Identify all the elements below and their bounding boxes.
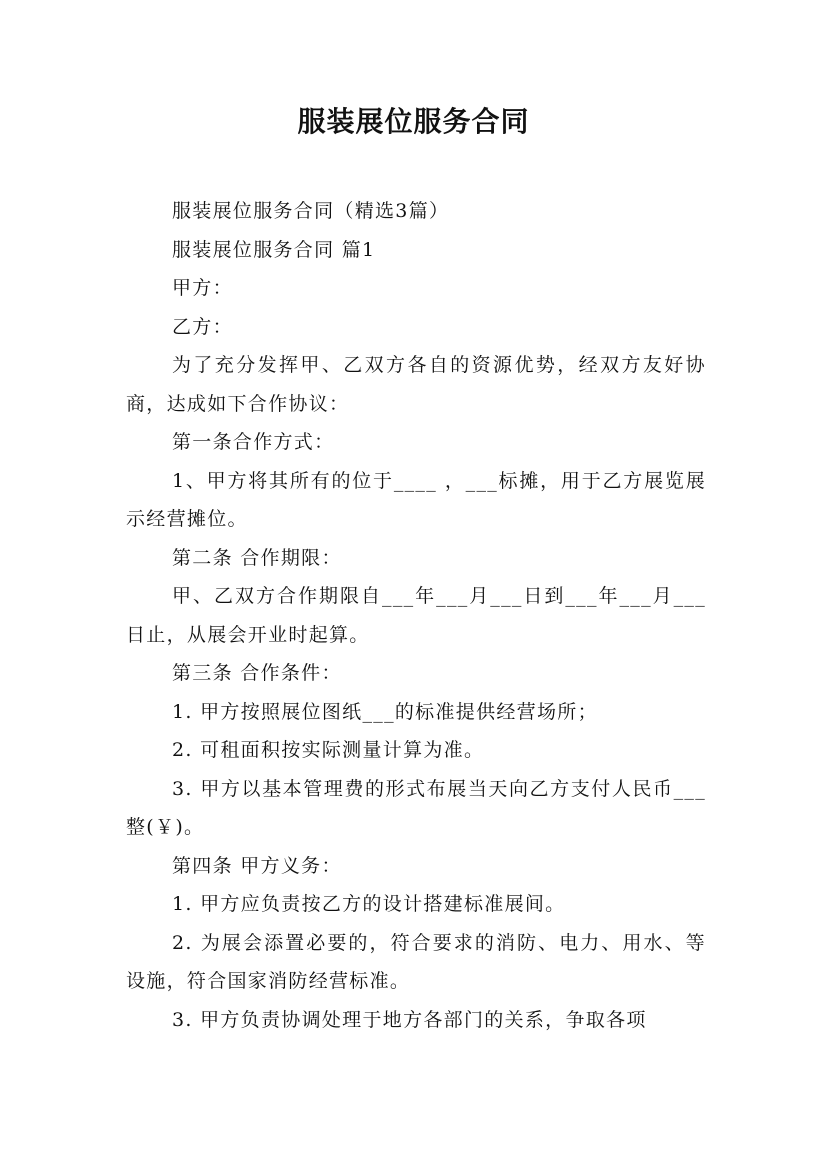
paragraph-article-4-item-1: 1. 甲方应负责按乙方的设计搭建标准展间。 — [172, 893, 566, 915]
paragraph-article-2-heading: 第二条 合作期限： — [172, 546, 342, 569]
paragraph-heading-selection: 服装展位服务合同（精选3篇） — [172, 200, 450, 222]
paragraph-article-4-item-2: 2. 为展会添置必要的，符合要求的消防、电力、用水、等设施，符合国家消防经营标准。 — [126, 931, 706, 992]
paragraph-article-2-term: 甲、乙双方合作期限自___年___月___日到___年___月___日止，从展会开业时起算。 — [126, 585, 706, 646]
paragraph-article-1-item-1: 1、甲方将其所有的位于____ ，___标摊，用于乙方展览展示经营摊位。 — [126, 469, 706, 530]
paragraph-preamble: 为了充分发挥甲、乙双方各自的资源优势，经双方友好协商，达成如下合作协议： — [126, 354, 706, 415]
paragraph-party-a: 甲方： — [172, 277, 233, 299]
paragraph-article-3-heading: 第三条 合作条件： — [172, 662, 342, 684]
paragraph-article-4-item-3: 3. 甲方负责协调处理于地方各部门的关系，争取各项 — [172, 1008, 647, 1031]
paragraph-article-1-heading: 第一条合作方式： — [172, 431, 335, 453]
paragraph-party-b: 乙方： — [172, 315, 233, 338]
paragraph-heading-part-1: 服装展位服务合同 篇1 — [172, 238, 376, 261]
document-body — [126, 192, 706, 1039]
document-title: 服装展位服务合同 — [297, 105, 530, 138]
paragraph-article-3-item-2: 2. 可租面积按实际测量计算为准。 — [172, 739, 485, 761]
paragraph-article-3-item-1: 1. 甲方按照展位图纸___的标准提供经营场所； — [172, 700, 598, 723]
paragraph-article-3-item-3: 3. 甲方以基本管理费的形式布展当天向乙方支付人民币___整(￥)。 — [126, 777, 706, 838]
paragraph-article-4-heading: 第四条 甲方义务： — [172, 854, 342, 877]
